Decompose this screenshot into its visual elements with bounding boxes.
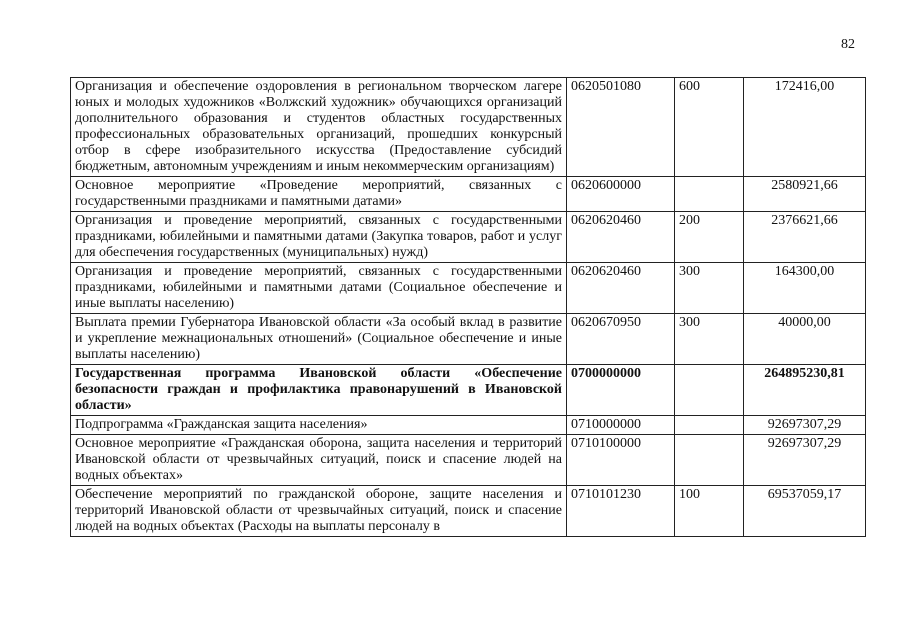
table-row [71, 78, 866, 177]
budget-table-body [71, 78, 866, 537]
row-expense-type: 600 [675, 78, 744, 177]
row-expense-type: 300 [675, 263, 744, 314]
row-expense-type [675, 435, 744, 486]
row-description: Основное мероприятие «Проведение мероприятий, связанных с государственными праздниками и памятными датами» [71, 177, 567, 212]
row-code: 0620620460 [567, 263, 675, 314]
row-description: Выплата премии Губернатора Ивановской области «За особый вклад в развитие и укрепление межнациональных отношений» (Социальное обеспечение и иные выплаты населению) [71, 314, 567, 365]
table-row [71, 177, 866, 212]
row-code: 0620670950 [567, 314, 675, 365]
row-description: Государственная программа Ивановской области «Обеспечение безопасности граждан и профилактика правонарушений в Ивановской области» [71, 365, 567, 416]
row-amount: 92697307,29 [744, 435, 866, 486]
table-row [71, 212, 866, 263]
row-code: 0710000000 [567, 416, 675, 435]
row-expense-type: 200 [675, 212, 744, 263]
row-expense-type: 300 [675, 314, 744, 365]
table-row [71, 486, 866, 537]
table-row [71, 263, 866, 314]
row-code: 0710100000 [567, 435, 675, 486]
table-row [71, 435, 866, 486]
row-description: Организация и проведение мероприятий, связанных с государственными праздниками, юбилейными и памятными датами (Закупка товаров, работ и услуг для обеспечения государственных (муниципальных) нужд) [71, 212, 567, 263]
row-description: Основное мероприятие «Гражданская оборона, защита населения и территорий Ивановской области от чрезвычайных ситуаций, поиск и спасение людей на водных объектах» [71, 435, 567, 486]
row-code: 0620620460 [567, 212, 675, 263]
row-description: Подпрограмма «Гражданская защита населения» [71, 416, 567, 435]
row-amount: 69537059,17 [744, 486, 866, 537]
row-expense-type [675, 416, 744, 435]
row-amount: 92697307,29 [744, 416, 866, 435]
table-row [71, 416, 866, 435]
row-code: 0700000000 [567, 365, 675, 416]
row-amount: 40000,00 [744, 314, 866, 365]
row-amount: 164300,00 [744, 263, 866, 314]
row-expense-type [675, 177, 744, 212]
budget-table [70, 77, 866, 537]
row-code: 0710101230 [567, 486, 675, 537]
row-amount: 2376621,66 [744, 212, 866, 263]
row-code: 0620501080 [567, 78, 675, 177]
row-amount: 172416,00 [744, 78, 866, 177]
row-description: Обеспечение мероприятий по гражданской обороне, защите населения и территорий Ивановской области от чрезвычайных ситуаций, поиск и спасение людей на водных объектах (Расходы на выплаты персоналу в [71, 486, 567, 537]
table-row [71, 365, 866, 416]
row-description: Организация и обеспечение оздоровления в региональном творческом лагере юных и молодых художников «Волжский художник» обучающихся организаций дополнительного образования и студентов областных государственных профессиональных образовательных организаций, прошедших конкурсный отбор в сфере изобразительного искусства (Предоставление субсидий бюджетным, автономным учреждениям и иным некоммерческим организациям) [71, 78, 567, 177]
row-expense-type: 100 [675, 486, 744, 537]
table-row [71, 314, 866, 365]
row-expense-type [675, 365, 744, 416]
row-amount: 264895230,81 [744, 365, 866, 416]
row-amount: 2580921,66 [744, 177, 866, 212]
row-code: 0620600000 [567, 177, 675, 212]
row-description: Организация и проведение мероприятий, связанных с государственными праздниками, юбилейными и памятными датами (Социальное обеспечение и иные выплаты населению) [71, 263, 567, 314]
page-number: 82 [841, 37, 855, 52]
